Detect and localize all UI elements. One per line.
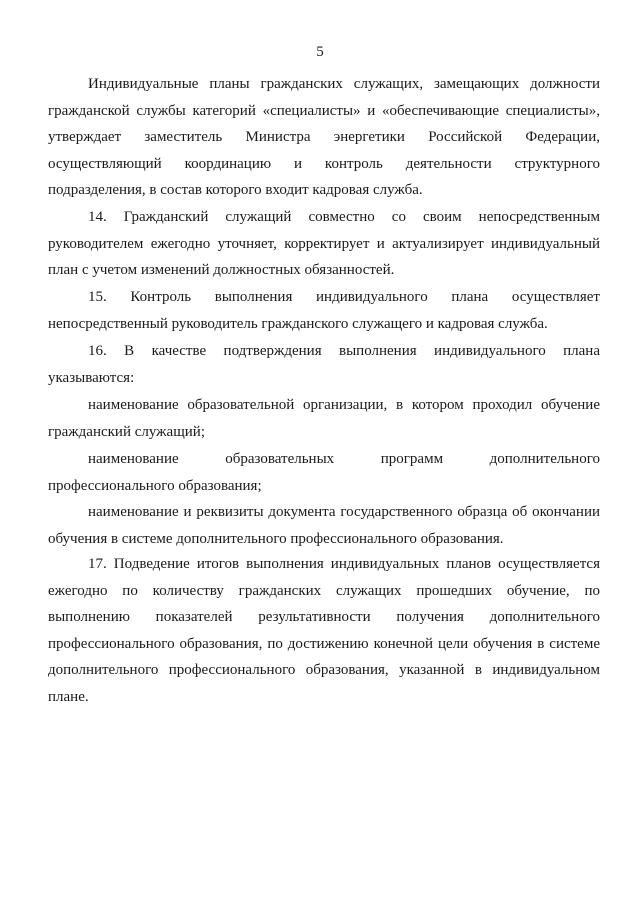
paragraph-line: 14. Гражданский служащий совместно со своим непосредственным	[88, 209, 600, 225]
paragraph-line: план с учетом изменений должностных обязанностей.	[48, 262, 395, 278]
paragraph-17	[48, 551, 600, 710]
paragraph-line: наименование образовательной организации, в котором проходил обучение	[88, 397, 600, 413]
paragraph-line: осуществляющий координацию и контроль деятельности структурного	[48, 155, 600, 172]
paragraph-line: выполнению показателей результативности получения дополнительного	[48, 609, 600, 625]
paragraph-approval	[48, 71, 600, 204]
paragraph-15	[48, 284, 600, 337]
paragraph-line: дополнительного профессионального образования, указанной в индивидуальном	[48, 662, 600, 678]
paragraph-line: Индивидуальные планы гражданских служащих, замещающих должности	[88, 76, 600, 92]
paragraph-line: 17. Подведение итогов выполнения индивидуальных планов осуществляется	[88, 556, 600, 572]
paragraph-line: профессионального образования;	[48, 477, 262, 494]
paragraph-16	[48, 338, 600, 391]
paragraph-line: наименование и реквизиты документа государственного образца об окончании	[88, 504, 600, 520]
page-number: 5	[316, 44, 324, 60]
paragraph-line: наименование образовательных программ дополнительного	[88, 451, 600, 467]
paragraph-line: 16. В качестве подтверждения выполнения индивидуального плана	[88, 343, 600, 359]
paragraph-line: руководителем ежегодно уточняет, корректирует и актуализирует индивидуальный	[48, 235, 600, 252]
paragraph-line: гражданский служащий;	[48, 423, 205, 440]
paragraph-14	[48, 204, 600, 284]
paragraph-16-item-organization	[48, 392, 600, 445]
paragraph-16-item-programs	[48, 446, 600, 499]
paragraph-line: подразделения, в состав которого входит кадровая служба.	[48, 182, 423, 198]
paragraph-line: гражданской службы категорий «специалисты» и «обеспечивающие специалисты»,	[48, 102, 600, 119]
paragraph-line: профессионального образования, по достижению конечной цели обучения в системе	[48, 635, 600, 652]
paragraph-line: плане.	[48, 688, 89, 705]
paragraph-line: утверждает заместитель Министра энергетики Российской Федерации,	[48, 129, 600, 145]
paragraph-line: указываются:	[48, 369, 135, 386]
paragraph-line: обучения в системе дополнительного профессионального образования.	[48, 530, 504, 547]
paragraph-line: 15. Контроль выполнения индивидуального плана осуществляет	[88, 289, 600, 305]
paragraph-line: непосредственный руководитель гражданского служащего и кадровая служба.	[48, 315, 548, 332]
paragraph-line: ежегодно по количеству гражданских служащих прошедших обучение, по	[48, 582, 600, 599]
paragraph-16-item-document	[48, 499, 600, 552]
